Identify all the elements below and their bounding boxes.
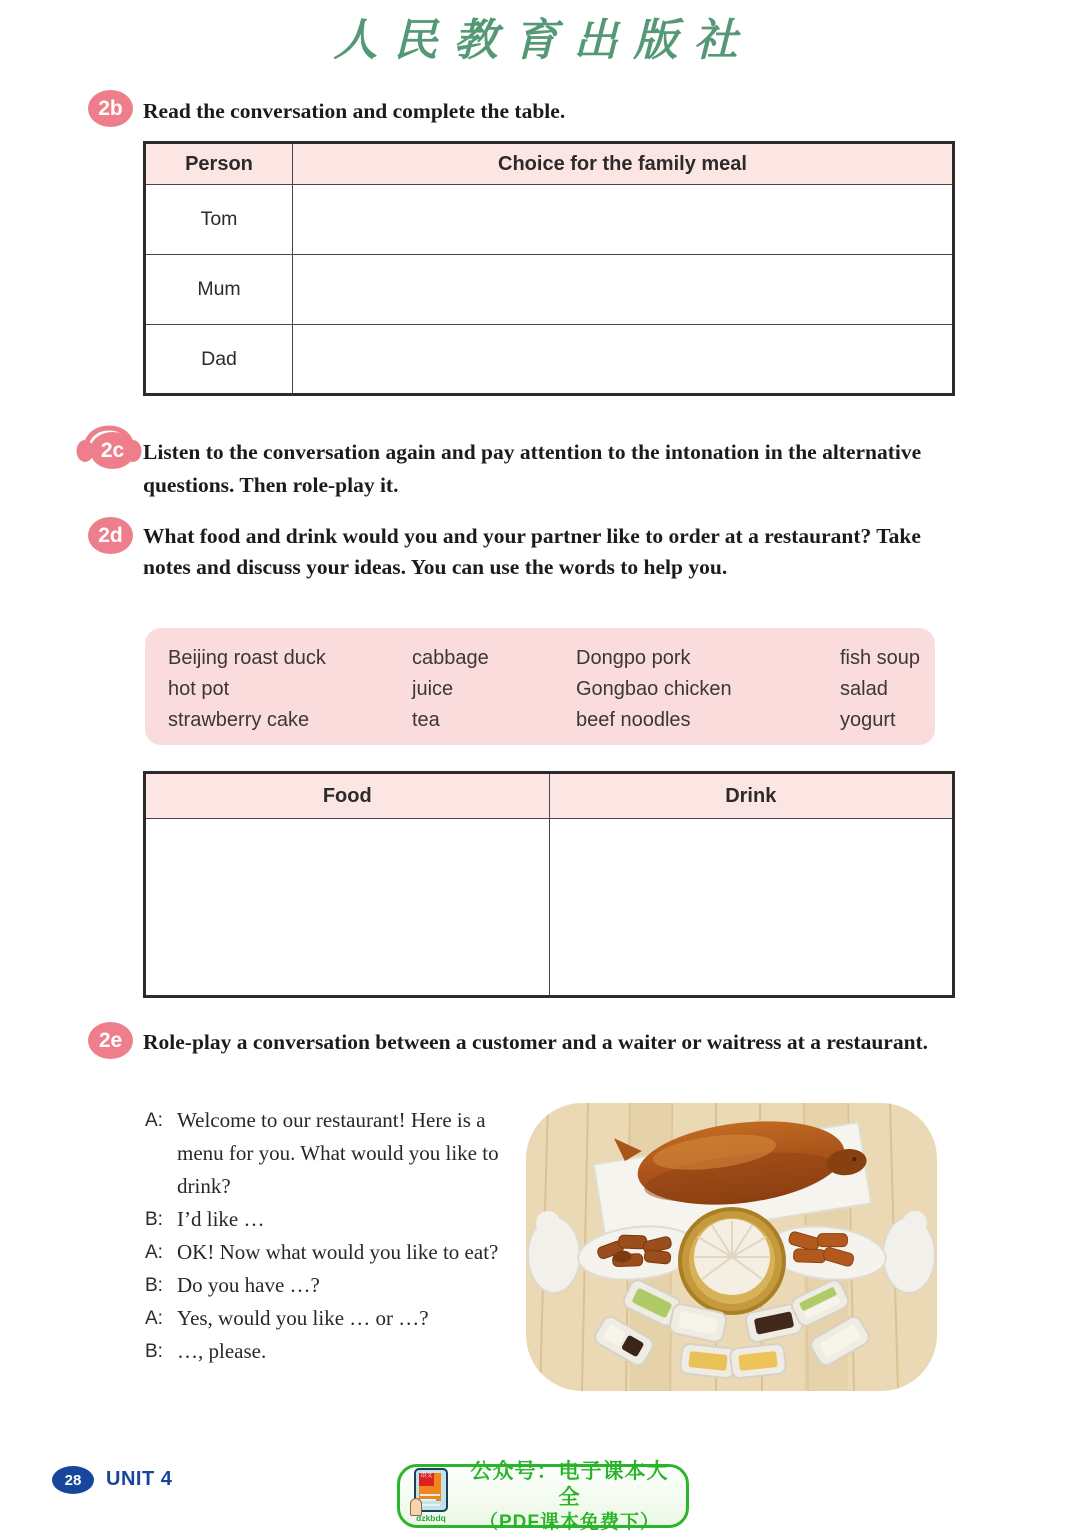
word-bank — [145, 628, 935, 745]
word-bank-item: yogurt — [840, 709, 896, 731]
word-bank-item: Dongpo pork — [576, 647, 691, 669]
speaker-label: A: — [145, 1110, 163, 1131]
page-number-badge: 28 — [52, 1466, 94, 1494]
drink-cell-empty — [549, 819, 954, 997]
food-header: Food — [145, 773, 550, 819]
dialogue-text: OK! Now what would you like to eat? — [177, 1240, 499, 1264]
dialogue-line — [145, 1104, 517, 1203]
food-drink-table — [143, 771, 955, 998]
section-badge-2b: 2b — [88, 90, 133, 127]
publisher-logo: 人民教育出版社 — [333, 15, 754, 66]
dialogue-text: …, please. — [177, 1339, 267, 1363]
table-row — [145, 255, 954, 325]
dialogue-line — [145, 1335, 517, 1368]
person-table-header-choice: Choice for the family meal — [293, 143, 954, 185]
word-bank-item: fish soup — [840, 647, 921, 669]
dialogue-text: I’d like … — [177, 1207, 265, 1231]
food-drink-header-row — [145, 773, 954, 819]
watermark-line2: （PDF课本免费下） — [478, 1511, 660, 1533]
dialogue-text: Yes, would you like … or …? — [177, 1306, 429, 1330]
word-bank-item: beef noodles — [576, 709, 691, 731]
word-bank-item: salad — [840, 678, 888, 700]
dialogue-line — [145, 1269, 517, 1302]
dialogue-text: Do you have …? — [177, 1273, 320, 1297]
speaker-label: B: — [145, 1209, 163, 1230]
person-cell-dad: Dad — [145, 325, 293, 395]
speaker-label: A: — [145, 1242, 163, 1263]
table-row — [145, 185, 954, 255]
icon-caption: dzkbdq — [416, 1513, 446, 1523]
role-play-dialogue — [145, 1104, 517, 1368]
word-bank-item: hot pot — [168, 678, 230, 700]
dialogue-text: Welcome to our restaurant! Here is a menu for you. What would you like to drink? — [177, 1108, 499, 1198]
speaker-label: B: — [145, 1341, 163, 1362]
roast-duck-photo — [526, 1103, 937, 1391]
speaker-label: B: — [145, 1275, 163, 1296]
unit-label: UNIT 4 — [106, 1468, 173, 1490]
food-cell-empty — [145, 819, 550, 997]
table-row — [145, 325, 954, 395]
choice-cell-tom — [293, 185, 954, 255]
word-bank-item: Beijing roast duck — [168, 647, 326, 669]
dialogue-line — [145, 1203, 517, 1236]
word-bank-item: cabbage — [412, 647, 489, 669]
watermark-line1: 公众号：电子课本大全 — [470, 1459, 669, 1509]
person-cell-mum: Mum — [145, 255, 293, 325]
watermark-badge — [397, 1459, 689, 1533]
person-table — [143, 141, 955, 396]
table-row — [145, 819, 954, 997]
section-badge-2e: 2e — [88, 1022, 133, 1059]
word-bank-item: strawberry cake — [168, 709, 310, 731]
section-badge-2d: 2d — [88, 517, 133, 554]
word-bank-item: juice — [412, 678, 454, 700]
word-bank-item: tea — [412, 709, 440, 731]
section-badge-2c: 2c — [90, 432, 135, 469]
drink-header: Drink — [549, 773, 954, 819]
icon-label: 语文 — [419, 1473, 434, 1486]
dialogue-line — [145, 1302, 517, 1335]
ebook-hand-icon — [410, 1468, 452, 1524]
section-2b-instruction: Read the conversation and complete the table. — [143, 99, 566, 123]
person-table-header-person: Person — [145, 143, 293, 185]
person-cell-tom: Tom — [145, 185, 293, 255]
section-2e-instruction: Role-play a conversation between a customer and a waiter or waitress at a restaurant. — [143, 1030, 929, 1054]
section-2c-instruction: Listen to the conversation again and pay attention to the intonation in the alternative questions. Then role-play it. — [143, 440, 922, 497]
dialogue-line — [145, 1236, 517, 1269]
choice-cell-dad — [293, 325, 954, 395]
section-2d-instruction: What food and drink would you and your partner like to order at a restaurant? Take notes and discuss your ideas. You can use the words to help you. — [143, 524, 921, 579]
choice-cell-mum — [293, 255, 954, 325]
watermark-text — [461, 1459, 678, 1534]
word-bank-item: Gongbao chicken — [576, 678, 732, 700]
speaker-label: A: — [145, 1308, 163, 1329]
person-table-header-row — [145, 143, 954, 185]
